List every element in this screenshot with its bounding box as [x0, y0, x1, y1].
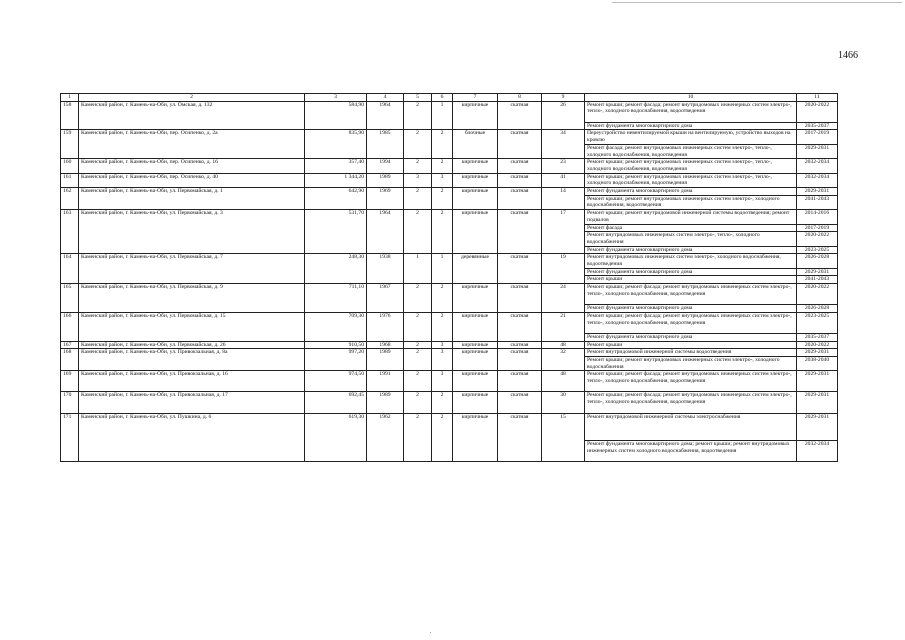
table-row [61, 159, 838, 173]
entrances-cell: 3 [432, 341, 453, 349]
roof-type-cell: скатная [498, 210, 542, 254]
period-cell [797, 210, 838, 254]
period-cell [797, 101, 838, 130]
table-row [61, 284, 838, 313]
row-number: 166 [61, 312, 79, 341]
work-item: Ремонт крыши; ремонт внутридомовых инженерных систем электро-, тепло-, холодного водоснабжения, водоотведения [587, 173, 772, 187]
area-cell: 974,50 [305, 371, 367, 392]
floors-cell: 2 [404, 349, 432, 371]
header-cell: 10 [585, 94, 797, 102]
area-cell: 835,90 [305, 130, 367, 159]
entrances-cell: 2 [432, 284, 453, 313]
walls-material-cell: блочные [453, 130, 498, 159]
walls-material-cell: кирпичные [453, 173, 498, 187]
work-item: Ремонт внутридомовых инженерных систем электро-, тепло-, холодного водоснабжения [585, 231, 796, 245]
header-cell: 5 [404, 94, 432, 102]
work-period: 2035-2037 [797, 333, 837, 341]
entrances-cell: 2 [432, 392, 453, 413]
header-cell: 4 [367, 94, 404, 102]
walls-material-cell: кирпичные [453, 371, 498, 392]
year-cell: 1989 [367, 173, 404, 187]
area-cell: 910,50 [305, 341, 367, 349]
entrances-cell: 2 [432, 413, 453, 462]
work-item: Ремонт крыши; ремонт фасада; ремонт внутридомовых инженерных систем электро-, тепло-, холодного водоснабжения, водоотведения [587, 284, 792, 297]
work-period: 2029-2031 [804, 371, 830, 378]
entrances-cell: 1 [432, 101, 453, 130]
header-cell: 9 [542, 94, 585, 102]
residents-cell: 15 [542, 413, 585, 462]
row-number: 171 [61, 413, 79, 462]
walls-material-cell: кирпичные [453, 341, 498, 349]
header-cell: 1 [61, 94, 79, 102]
work-period: 2038-2040 [797, 356, 837, 370]
row-number: 165 [61, 284, 79, 313]
year-cell: 1994 [367, 159, 404, 173]
work-period: 2032-2034 [804, 173, 830, 180]
walls-material-cell: кирпичные [453, 392, 498, 413]
work-item: Ремонт фундамента многоквартирного дома [585, 122, 796, 130]
header-cell: 11 [797, 94, 838, 102]
address-cell: Каменский район, г. Камень-на-Оби, ул. Первомайская, д. 9 [79, 284, 305, 313]
area-cell: 531,70 [305, 210, 367, 254]
row-number: 162 [61, 188, 79, 210]
work-item: Ремонт крыши; ремонт фасада; ремонт внутридомовых инженерных систем электро-, тепло-, холодного водоснабжения, водоотведения [587, 312, 792, 326]
works-cell [585, 101, 797, 130]
work-period: 2032-2034 [797, 440, 837, 461]
roof-type-cell: скатная [498, 284, 542, 313]
period-cell [797, 392, 838, 413]
period-cell [797, 371, 838, 392]
walls-material-cell: кирпичные [453, 188, 498, 210]
table-row [61, 312, 838, 341]
year-cell: 1989 [367, 349, 404, 371]
work-period: 2023-2025 [797, 246, 837, 254]
floors-cell: 2 [404, 210, 432, 254]
table-row [61, 413, 838, 462]
year-cell: 1976 [367, 312, 404, 341]
header-cell: 7 [453, 94, 498, 102]
works-cell [585, 159, 797, 173]
residents-cell: 23 [542, 159, 585, 173]
housing-registry-table [60, 93, 838, 462]
table-row [61, 341, 838, 349]
year-cell: 1968 [367, 341, 404, 349]
entrances-cell: 2 [432, 210, 453, 254]
works-cell [585, 349, 797, 371]
entrances-cell: 2 [432, 312, 453, 341]
work-period: 2020-2022 [804, 341, 830, 348]
address-cell: Каменский район, г. Камень-на-Оби, ул. Пушкина, д. 6 [79, 413, 305, 462]
work-item: Ремонт фундамента многоквартирного дома; ремонт крыши; ремонт внутридомовых инженерных систем холодного водоснабжения, водоотведения [585, 440, 796, 461]
area-cell: 619,30 [305, 413, 367, 462]
floors-cell: 2 [404, 101, 432, 130]
year-cell: 1991 [367, 371, 404, 392]
roof-type-cell: скатная [498, 413, 542, 462]
table-row [61, 188, 838, 210]
year-cell: 1969 [367, 188, 404, 210]
year-cell: 1989 [367, 392, 404, 413]
works-cell [585, 173, 797, 187]
period-cell [797, 349, 838, 371]
year-cell: 1962 [367, 413, 404, 462]
walls-material-cell: кирпичные [453, 349, 498, 371]
works-cell [585, 312, 797, 341]
address-cell: Каменский район, г. Камень-на-Оби, пер. Осипенко, д. 40 [79, 173, 305, 187]
work-period: 2041-2043 [797, 195, 837, 209]
scan-speck [430, 632, 431, 633]
row-number: 163 [61, 210, 79, 254]
work-period: 2041-2043 [797, 275, 837, 283]
work-item: Ремонт фасада [585, 224, 796, 232]
work-period: 2032-2034 [804, 159, 830, 166]
work-item: Ремонт фундамента многоквартирного дома [585, 246, 796, 254]
row-number: 168 [61, 349, 79, 371]
address-cell: Каменский район, г. Камень-на-Оби, пер. Осипенко, д. 2а [79, 130, 305, 159]
walls-material-cell: кирпичные [453, 101, 498, 130]
floors-cell: 1 [404, 254, 432, 284]
floors-cell: 3 [404, 173, 432, 187]
floors-cell: 2 [404, 341, 432, 349]
roof-type-cell: скатная [498, 188, 542, 210]
walls-material-cell: кирпичные [453, 159, 498, 173]
period-cell [797, 413, 838, 462]
row-number: 158 [61, 101, 79, 130]
registry-body [61, 101, 838, 462]
walls-material-cell: кирпичные [453, 413, 498, 462]
work-period: 2035-2037 [797, 122, 837, 130]
floors-cell: 2 [404, 284, 432, 313]
work-item: Ремонт крыши; ремонт внутридомовой инженерной системы водоотведения; ремонт подвалов [587, 210, 790, 223]
address-cell: Каменский район, г. Камень-на-Оби, ул. Привокзальная, д. 8а [79, 349, 305, 371]
work-period: 2014-2016 [804, 210, 830, 217]
residents-cell: 24 [542, 284, 585, 313]
work-item: Ремонт крыши [587, 341, 623, 348]
work-item: Ремонт крыши; ремонт внутридомовых инженерных систем электро-, холодного водоснабжения [585, 356, 796, 370]
work-item: Ремонт крыши [585, 275, 796, 283]
period-cell [797, 254, 838, 284]
area-cell: 1 344,20 [305, 173, 367, 187]
area-cell: 248,30 [305, 254, 367, 284]
table-row [61, 254, 838, 284]
roof-type-cell: скатная [498, 392, 542, 413]
page-number: 1466 [838, 50, 858, 61]
walls-material-cell: деревянные [453, 254, 498, 284]
residents-cell: 30 [542, 392, 585, 413]
work-period: 2020-2022 [797, 231, 837, 245]
residents-cell: 19 [542, 254, 585, 284]
roof-type-cell: скатная [498, 101, 542, 130]
address-cell: Каменский район, г. Камень-на-Оби, пер. Осипенко, д. 16 [79, 159, 305, 173]
row-number: 169 [61, 371, 79, 392]
residents-cell: 48 [542, 341, 585, 349]
roof-type-cell: скатная [498, 159, 542, 173]
period-cell [797, 188, 838, 210]
works-cell [585, 210, 797, 254]
entrances-cell: 1 [432, 254, 453, 284]
floors-cell: 2 [404, 188, 432, 210]
work-item: Ремонт фундамента многоквартирного дома [585, 304, 796, 312]
work-period: 2029-2031 [804, 349, 830, 356]
table-row [61, 210, 838, 254]
entrances-cell: 3 [432, 349, 453, 371]
table-row [61, 173, 838, 187]
area-cell: 584,90 [305, 101, 367, 130]
work-period: 2029-2031 [804, 392, 830, 399]
work-period: 2029-2031 [797, 144, 837, 158]
entrances-cell: 3 [432, 371, 453, 392]
row-number: 159 [61, 130, 79, 159]
works-cell [585, 130, 797, 159]
residents-cell: 21 [542, 312, 585, 341]
roof-type-cell: скатная [498, 341, 542, 349]
walls-material-cell: кирпичные [453, 284, 498, 313]
year-cell: 1938 [367, 254, 404, 284]
floors-cell: 2 [404, 312, 432, 341]
works-cell [585, 341, 797, 349]
address-cell: Каменский район, г. Камень-на-Оби, ул. Первомайская, д. 26 [79, 341, 305, 349]
table-row [61, 392, 838, 413]
area-cell: 997,20 [305, 349, 367, 371]
entrances-cell: 2 [432, 159, 453, 173]
works-cell [585, 392, 797, 413]
work-period: 2029-2031 [804, 413, 830, 420]
row-number: 167 [61, 341, 79, 349]
work-period: 2017-2019 [797, 224, 837, 232]
period-cell [797, 173, 838, 187]
work-period: 2020-2022 [804, 284, 830, 291]
work-item: Ремонт крыши; ремонт фасада; ремонт внутридомовых инженерных систем электро-, тепло-, холодного водоснабжения, водоотведения [587, 101, 792, 115]
works-cell [585, 413, 797, 462]
header-cell: 2 [79, 94, 305, 102]
roof-type-cell: скатная [498, 371, 542, 392]
work-item: Ремонт фундамента многоквартирного дома [585, 333, 796, 341]
area-cell: 692,45 [305, 392, 367, 413]
area-cell: 357,40 [305, 159, 367, 173]
table-row [61, 371, 838, 392]
row-number: 170 [61, 392, 79, 413]
work-item: Ремонт крыши; ремонт фасада; ремонт внутридомовых инженерных систем электро-, тепло-, холодного водоснабжения, водоотведения [587, 371, 792, 385]
work-item: Ремонт фундамента многоквартирного дома [587, 188, 693, 195]
year-cell: 1985 [367, 130, 404, 159]
area-cell: 711,10 [305, 284, 367, 313]
year-cell: 1964 [367, 101, 404, 130]
work-item: Ремонт крыши; ремонт внутридомовых инженерных систем электро-, холодного водоснабжения, водоотведения [585, 195, 796, 209]
area-cell: 709,30 [305, 312, 367, 341]
roof-type-cell: скатная [498, 130, 542, 159]
residents-cell: 34 [542, 130, 585, 159]
address-cell: Каменский район, г. Камень-на-Оби, ул. Привокзальная, д. 17 [79, 392, 305, 413]
floors-cell: 2 [404, 413, 432, 462]
row-number: 164 [61, 254, 79, 284]
period-cell [797, 284, 838, 313]
header-cell: 8 [498, 94, 542, 102]
row-number: 160 [61, 159, 79, 173]
header-cell: 6 [432, 94, 453, 102]
entrances-cell: 2 [432, 130, 453, 159]
address-cell: Каменский район, г. Камень-на-Оби, ул. Первомайская, д. 15 [79, 312, 305, 341]
period-cell [797, 159, 838, 173]
period-cell [797, 312, 838, 341]
residents-cell: 17 [542, 210, 585, 254]
works-cell [585, 371, 797, 392]
area-cell: 642,90 [305, 188, 367, 210]
roof-type-cell: скатная [498, 254, 542, 284]
floors-cell: 2 [404, 130, 432, 159]
table-row [61, 101, 838, 130]
work-period: 2026-2028 [804, 254, 830, 261]
work-period: 2026-2028 [797, 304, 837, 312]
address-cell: Каменский район, г. Камень-на-Оби, ул. Омская, д. 132 [79, 101, 305, 130]
work-item: Ремонт внутридомовой инженерной системы электроснабжения [587, 413, 741, 420]
year-cell: 1964 [367, 210, 404, 254]
period-cell [797, 130, 838, 159]
address-cell: Каменский район, г. Камень-на-Оби, ул. Первомайская, д. 1 [79, 188, 305, 210]
floors-cell: 2 [404, 371, 432, 392]
roof-type-cell: скатная [498, 312, 542, 341]
floors-cell: 2 [404, 159, 432, 173]
work-period: 2020-2022 [804, 101, 830, 108]
entrances-cell: 3 [432, 173, 453, 187]
work-period: 2029-2031 [804, 188, 830, 195]
residents-cell: 14 [542, 188, 585, 210]
works-cell [585, 254, 797, 284]
roof-type-cell: скатная [498, 173, 542, 187]
residents-cell: 32 [542, 349, 585, 371]
residents-cell: 26 [542, 101, 585, 130]
roof-type-cell: скатная [498, 349, 542, 371]
work-item: Ремонт фасада; ремонт внутридомовых инженерных систем электро-, тепло-, холодного водоснабжения, водоотведения [585, 144, 796, 158]
header-cell: 3 [305, 94, 367, 102]
work-period: 2017-2019 [804, 130, 830, 137]
work-period: 2029-2031 [797, 268, 837, 276]
table-row [61, 130, 838, 159]
address-cell: Каменский район, г. Камень-на-Оби, ул. Привокзальная, д. 16 [79, 371, 305, 392]
floors-cell: 2 [404, 392, 432, 413]
address-cell: Каменский район, г. Камень-на-Оби, ул. Первомайская, д. 7 [79, 254, 305, 284]
work-item: Ремонт крыши; ремонт внутридомовых инженерных систем электро-, тепло-, холодного водоснабжения, водоотведения [587, 159, 772, 172]
work-item: Ремонт крыши; ремонт фасада; ремонт внутридомовых инженерных систем электро-, тепло-, холодного водоснабжения, водоотведения [587, 392, 792, 406]
table-row [61, 349, 838, 371]
address-cell: Каменский район, г. Камень-на-Оби, ул. Первомайская, д. 3 [79, 210, 305, 254]
year-cell: 1967 [367, 284, 404, 313]
residents-cell: 48 [542, 371, 585, 392]
residents-cell: 41 [542, 173, 585, 187]
walls-material-cell: кирпичные [453, 210, 498, 254]
top-edge-line [612, 2, 902, 3]
work-item: Ремонт внутридомовых инженерных систем электро-, холодного водоснабжения, водоотведения [587, 254, 781, 267]
work-item: Ремонт фундамента многоквартирного дома [585, 268, 796, 276]
period-cell [797, 341, 838, 349]
walls-material-cell: кирпичные [453, 312, 498, 341]
works-cell [585, 188, 797, 210]
header-row [61, 94, 838, 102]
works-cell [585, 284, 797, 313]
row-number: 161 [61, 173, 79, 187]
entrances-cell: 2 [432, 188, 453, 210]
work-item: Ремонт внутридомовой инженерной системы водоотведения [587, 349, 732, 356]
work-item: Переустройство невентилируемой крыши на вентилируемую, устройство выходов на кровлю [587, 130, 791, 144]
work-period: 2023-2025 [804, 312, 830, 319]
